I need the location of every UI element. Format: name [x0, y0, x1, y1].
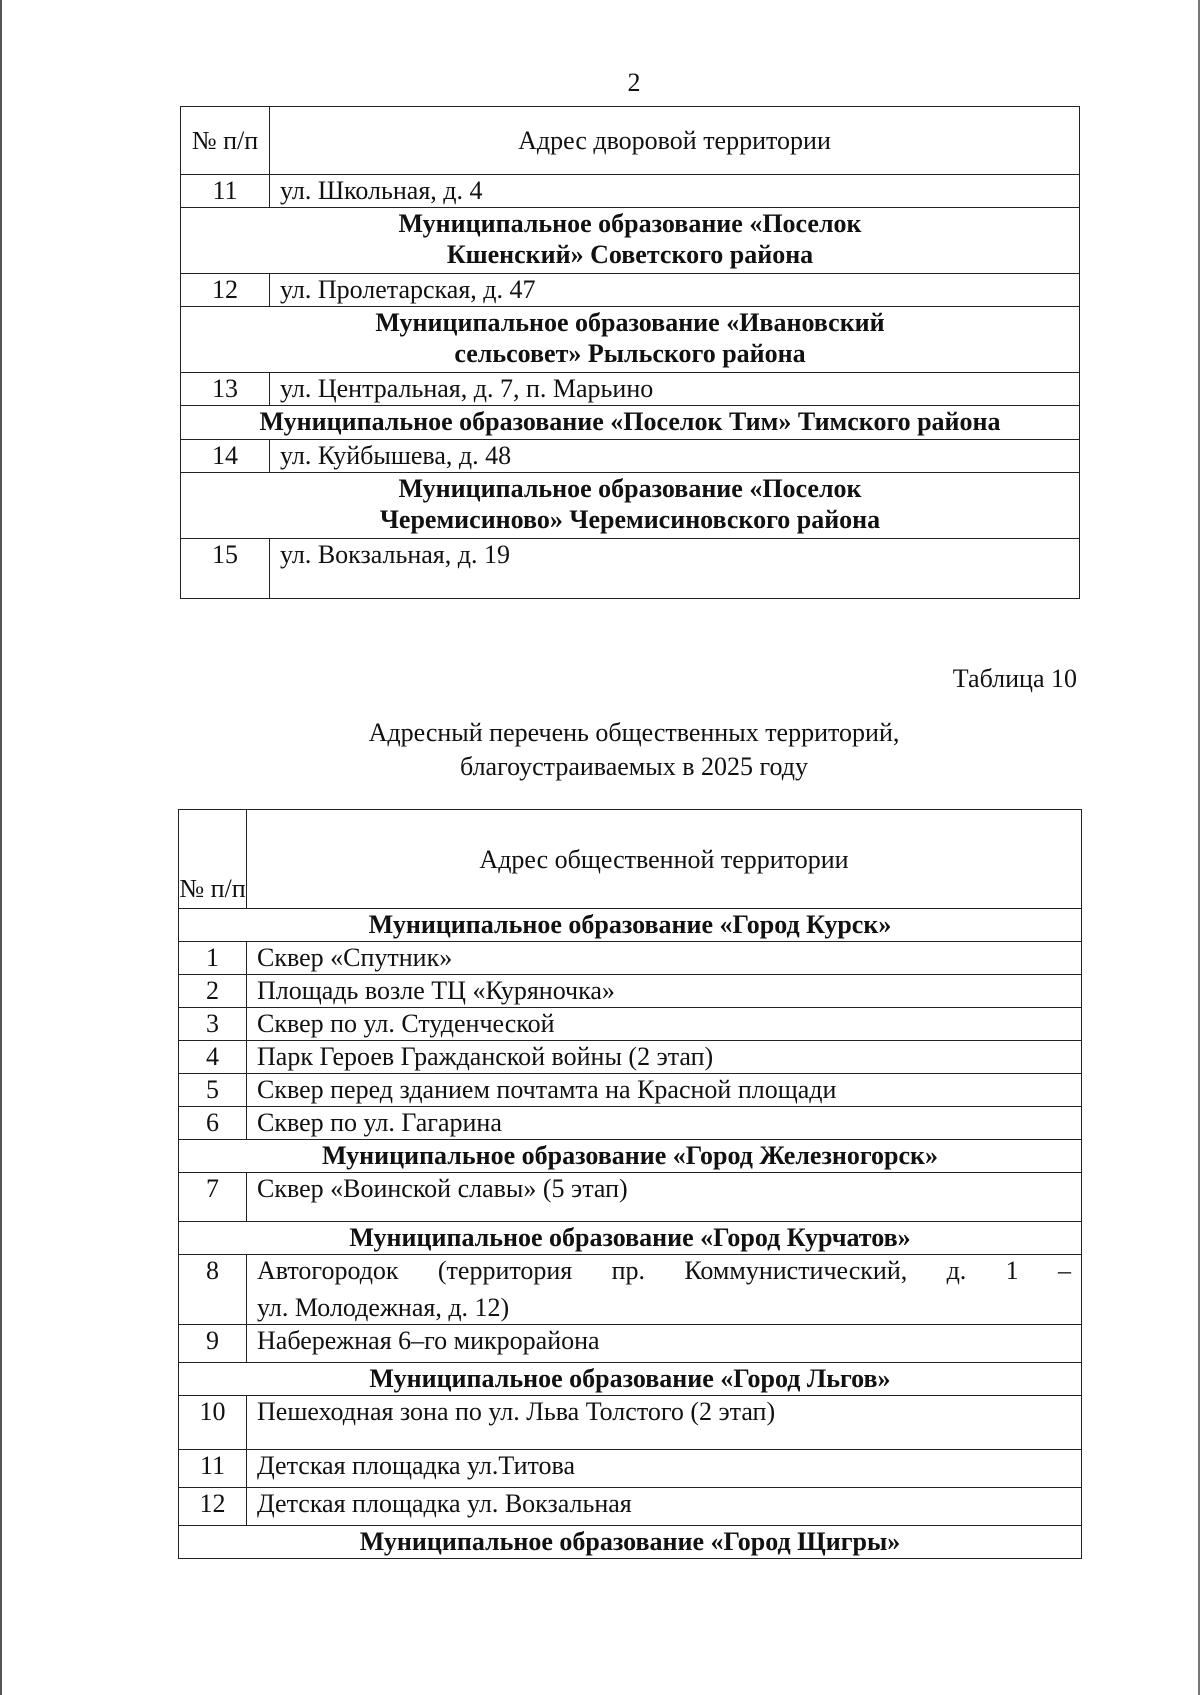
group-row: [181, 406, 1080, 440]
table-row: [179, 942, 1082, 975]
group-title: Муниципальное образование «Город Железногорск»: [179, 1140, 1082, 1173]
row-num: 2: [179, 975, 247, 1008]
table-row: [181, 440, 1080, 473]
row-address: ул. Куйбышева, д. 48: [270, 440, 1080, 473]
row-num: 10: [179, 1396, 247, 1450]
row-address: Детская площадка ул. Вокзальная: [247, 1488, 1082, 1526]
row-address: Сквер перед зданием почтамта на Красной площади: [247, 1074, 1082, 1107]
header-num: № п/п: [181, 107, 270, 175]
row-address-line-2: ул. Молодежная, д. 12): [257, 1293, 510, 1322]
group-title: Муниципальное образование «Город Курчатов»: [179, 1222, 1082, 1255]
row-address: Набережная 6–го микрорайона: [247, 1325, 1082, 1363]
header-address: Адрес общественной территории: [247, 810, 1082, 909]
row-address: ул. Центральная, д. 7, п. Марьино: [270, 373, 1080, 406]
row-num: 4: [179, 1041, 247, 1074]
row-address: Сквер по ул. Гагарина: [247, 1107, 1082, 1140]
group-title: Муниципальное образование «Город Курск»: [179, 909, 1082, 942]
row-num: 12: [181, 274, 270, 307]
row-num: 12: [179, 1488, 247, 1526]
table-9-courtyard-addresses: [180, 106, 1080, 599]
row-num: 9: [179, 1325, 247, 1363]
row-address: ул. Вокзальная, д. 19: [270, 539, 1080, 599]
row-num: 15: [181, 539, 270, 599]
group-row: [179, 909, 1082, 942]
row-address-line-1: Автогородок (территория пр. Коммунистический, д. 1 –: [257, 1256, 1071, 1285]
table-row: [179, 1041, 1082, 1074]
table-row: [179, 1107, 1082, 1140]
table-label: Таблица 10: [952, 664, 1077, 693]
group-title: Муниципальное образование «Город Льгов»: [179, 1363, 1082, 1396]
group-title: Муниципальное образование «Ивановский сельсовет» Рыльского района: [181, 307, 1080, 373]
group-row: [179, 1526, 1082, 1559]
row-address: ул. Школьная, д. 4: [270, 175, 1080, 208]
table-title: [0, 716, 1200, 784]
page-number: 2: [627, 68, 641, 97]
table-row: [179, 1325, 1082, 1363]
table-row: [181, 539, 1080, 599]
row-num: 7: [179, 1173, 247, 1222]
group-row: [181, 208, 1080, 274]
group-title: Муниципальное образование «Город Щигры»: [179, 1526, 1082, 1559]
group-row: [181, 307, 1080, 373]
row-num: 13: [181, 373, 270, 406]
scan-edge-left: [0, 0, 2, 1695]
table-row: [179, 1074, 1082, 1107]
group-title: Муниципальное образование «Поселок Кшенский» Советского района: [181, 208, 1080, 274]
table-header-row: [179, 810, 1082, 909]
row-address: Парк Героев Гражданской войны (2 этап): [247, 1041, 1082, 1074]
row-address-multiline: [247, 1255, 1082, 1325]
group-row: [179, 1140, 1082, 1173]
row-address: Сквер по ул. Студенческой: [247, 1008, 1082, 1041]
table-10-public-territories: [178, 809, 1082, 1559]
table-title-line-2: благоустраиваемых в 2025 году: [459, 752, 808, 781]
row-address: ул. Пролетарская, д. 47: [270, 274, 1080, 307]
table-row: [179, 975, 1082, 1008]
row-num: 1: [179, 942, 247, 975]
table-row: [181, 373, 1080, 406]
table-row: [181, 175, 1080, 208]
table-header-row: [181, 107, 1080, 175]
table-row: [179, 1396, 1082, 1450]
group-row: [179, 1222, 1082, 1255]
group-row: [179, 1363, 1082, 1396]
table-row: [179, 1173, 1082, 1222]
row-address: Площадь возле ТЦ «Куряночка»: [247, 975, 1082, 1008]
header-num: № п/п: [179, 810, 247, 909]
table-row: [181, 274, 1080, 307]
row-address: Сквер «Спутник»: [247, 942, 1082, 975]
row-num: 8: [179, 1255, 247, 1325]
row-num: 6: [179, 1107, 247, 1140]
header-address: Адрес дворовой территории: [270, 107, 1080, 175]
table-row: [179, 1450, 1082, 1488]
row-num: 11: [179, 1450, 247, 1488]
row-num: 11: [181, 175, 270, 208]
row-address: Детская площадка ул.Титова: [247, 1450, 1082, 1488]
row-num: 3: [179, 1008, 247, 1041]
group-title: Муниципальное образование «Поселок Тим» Тимского района: [181, 406, 1080, 440]
table-row: [179, 1008, 1082, 1041]
group-title: Муниципальное образование «Поселок Черемисиново» Черемисиновского района: [181, 473, 1080, 539]
row-address: Пешеходная зона по ул. Льва Толстого (2 этап): [247, 1396, 1082, 1450]
row-num: 5: [179, 1074, 247, 1107]
group-row: [181, 473, 1080, 539]
table-row: [179, 1488, 1082, 1526]
table-title-line-1: Адресный перечень общественных территорий,: [368, 718, 900, 747]
row-address: Сквер «Воинской славы» (5 этап): [247, 1173, 1082, 1222]
row-num: 14: [181, 440, 270, 473]
table-row: [179, 1255, 1082, 1325]
